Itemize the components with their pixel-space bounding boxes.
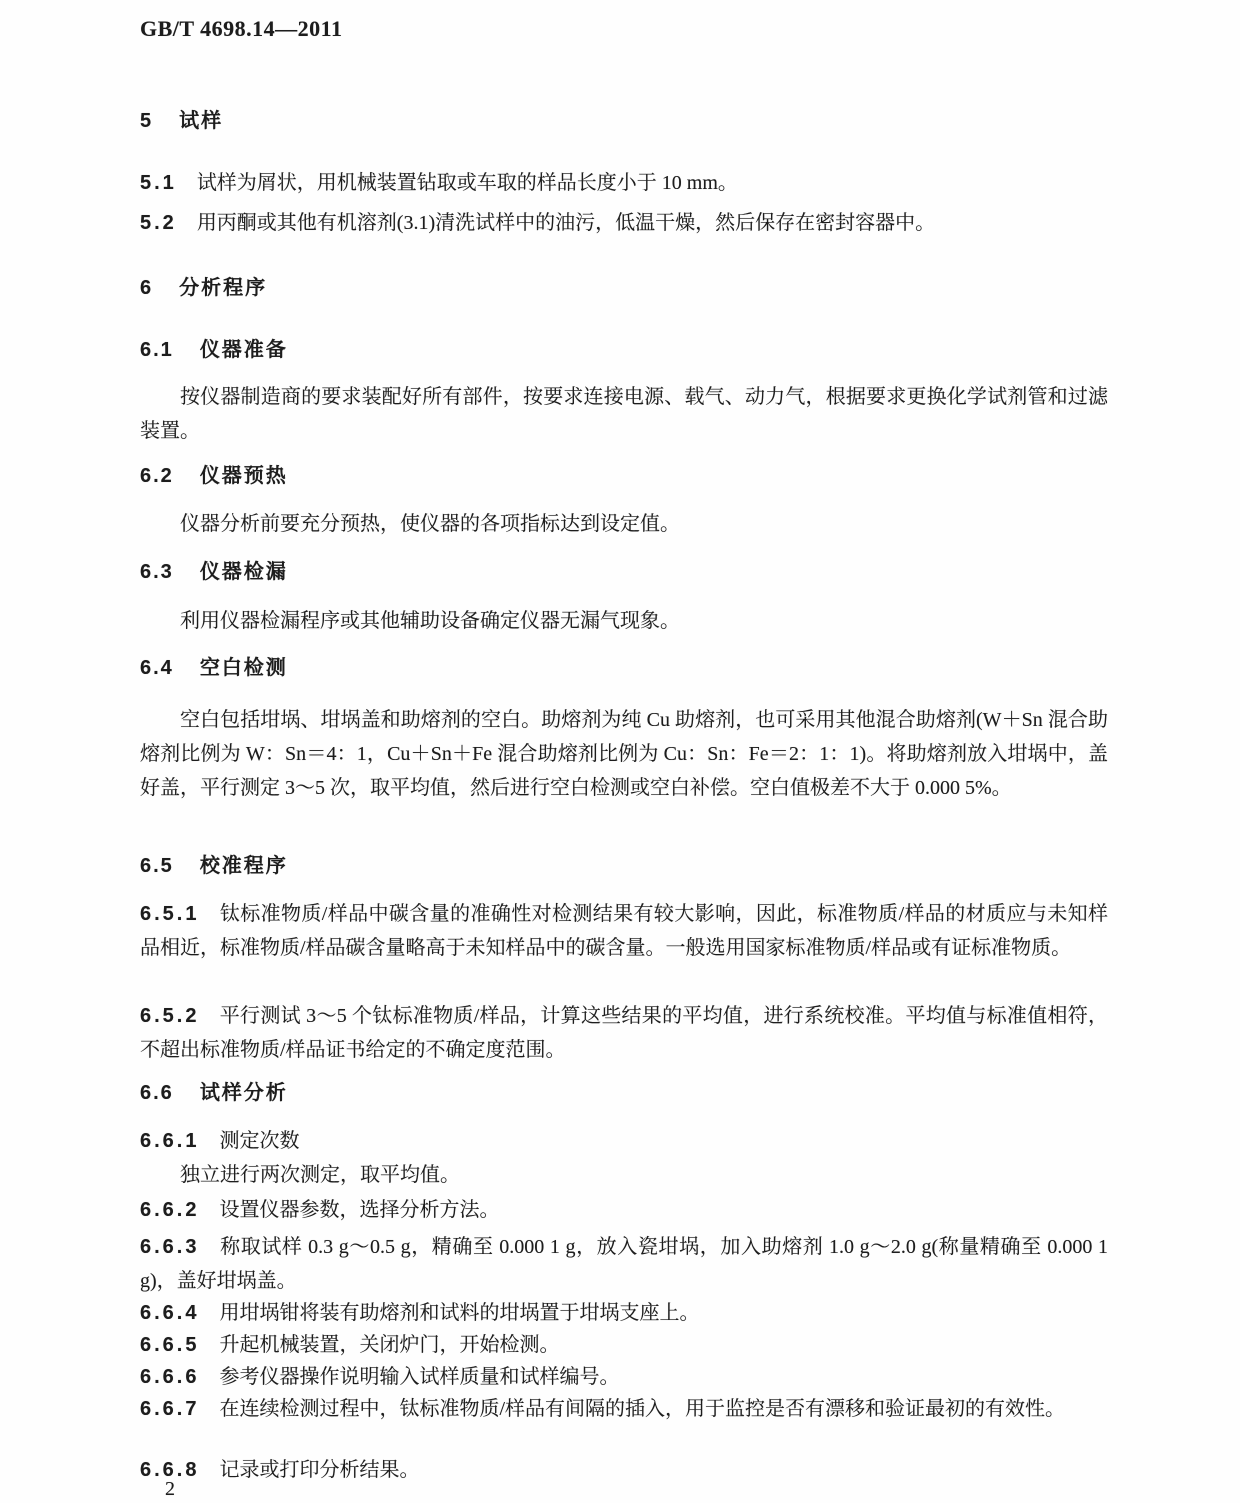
section-title: 仪器准备 <box>199 339 288 361</box>
clause-6-5-1 <box>140 897 1108 965</box>
section-number: 6.4 <box>140 657 174 679</box>
clause-number: 6.6.1 <box>140 1130 200 1152</box>
paragraph-6-4 <box>140 703 1108 805</box>
section-number: 6 <box>140 277 154 299</box>
clause-5-2 <box>140 206 1108 240</box>
clause-text: 用丙酮或其他有机溶剂(3.1)清洗试样中的油污，低温干燥，然后保存在密封容器中。 <box>196 212 936 234</box>
clause-6-5-2 <box>140 999 1108 1067</box>
section-number: 6.1 <box>140 339 174 361</box>
section-6-3-heading <box>140 555 1108 589</box>
standard-number: GB/T 4698.14—2011 <box>140 16 343 41</box>
clause-6-6-2 <box>140 1193 1108 1227</box>
clause-6-6-6 <box>140 1360 1108 1394</box>
clause-6-6-7 <box>140 1392 1108 1426</box>
section-6-4-heading <box>140 651 1108 685</box>
clause-text: 在连续检测过程中，钛标准物质/样品有间隔的插入，用于监控是否有漂移和验证最初的有效性。 <box>219 1398 1066 1420</box>
paragraph-6-3 <box>140 604 1108 638</box>
clause-text: 参考仪器操作说明输入试样质量和试样编号。 <box>219 1366 620 1388</box>
section-title: 校准程序 <box>199 855 288 877</box>
clause-number: 6.6.8 <box>140 1459 200 1481</box>
section-6-2-heading <box>140 459 1108 493</box>
section-number: 6.6 <box>140 1082 174 1104</box>
section-6-6-heading <box>140 1076 1108 1110</box>
section-number: 6.5 <box>140 855 174 877</box>
clause-text: 用坩埚钳将装有助熔剂和试料的坩埚置于坩埚支座上。 <box>219 1302 700 1324</box>
clause-number: 5.1 <box>140 172 177 194</box>
paragraph-text: 仪器分析前要充分预热，使仪器的各项指标达到设定值。 <box>180 513 680 535</box>
paragraph-6-6-1 <box>140 1158 1108 1192</box>
section-6-heading <box>140 271 1108 305</box>
clause-text: 钛标准物质/样品中碳含量的准确性对检测结果有较大影响，因此，标准物质/样品的材质应与未知样品相近，标准物质/样品碳含量略高于未知样品中的碳含量。一般选用国家标准物质/样品或有证标准物质。 <box>140 903 1108 959</box>
clause-number: 6.6.7 <box>140 1398 200 1420</box>
clause-6-6-1 <box>140 1124 1108 1158</box>
paragraph-text: 空白包括坩埚、坩埚盖和助熔剂的空白。助熔剂为纯 Cu 助熔剂，也可采用其他混合助熔剂(W＋Sn 混合助熔剂比例为 W：Sn＝4：1，Cu＋Sn＋Fe 混合助熔剂比例为 Cu：Sn：Fe＝2：1：1)。将助熔剂放入坩埚中，盖好盖，平行测定 3～5 次，取平均值，然后进行空白检测或空白补偿。空白值极差不大于 0.000 5%。 <box>140 709 1108 799</box>
clause-6-6-4 <box>140 1296 1108 1330</box>
clause-6-6-5 <box>140 1328 1108 1362</box>
clause-number: 5.2 <box>140 212 177 234</box>
clause-text: 平行测试 3～5 个钛标准物质/样品，计算这些结果的平均值，进行系统校准。平均值与标准值相符，不超出标准物质/样品证书给定的不确定度范围。 <box>140 1005 1108 1061</box>
clause-6-6-3 <box>140 1230 1108 1298</box>
section-title: 试样 <box>179 110 224 132</box>
clause-number: 6.6.3 <box>140 1236 200 1258</box>
paragraph-text: 独立进行两次测定，取平均值。 <box>180 1164 460 1186</box>
clause-text: 测定次数 <box>219 1130 300 1152</box>
clause-text: 升起机械装置，关闭炉门，开始检测。 <box>219 1334 560 1356</box>
section-title: 分析程序 <box>179 277 268 299</box>
clause-number: 6.6.6 <box>140 1366 200 1388</box>
clause-number: 6.5.2 <box>140 1005 200 1027</box>
clause-number: 6.5.1 <box>140 903 200 925</box>
document-header <box>140 12 342 46</box>
clause-text: 设置仪器参数，选择分析方法。 <box>219 1199 500 1221</box>
paragraph-text: 利用仪器检漏程序或其他辅助设备确定仪器无漏气现象。 <box>180 610 680 632</box>
clause-5-1 <box>140 166 1108 200</box>
clause-6-6-8 <box>140 1453 1108 1487</box>
paragraph-6-2 <box>140 507 1108 541</box>
section-6-5-heading <box>140 849 1108 883</box>
paragraph-text: 按仪器制造商的要求装配好所有部件，按要求连接电源、载气、动力气，根据要求更换化学试剂管和过滤装置。 <box>140 386 1108 442</box>
section-title: 仪器预热 <box>199 465 288 487</box>
clause-number: 6.6.5 <box>140 1334 200 1356</box>
clause-text: 称取试样 0.3 g～0.5 g，精确至 0.000 1 g，放入瓷坩埚，加入助熔剂 1.0 g～2.0 g(称量精确至 0.000 1 g)，盖好坩埚盖。 <box>140 1236 1108 1292</box>
section-title: 试样分析 <box>199 1082 288 1104</box>
section-5-heading <box>140 104 1108 138</box>
page-number <box>165 1472 175 1506</box>
clause-text: 记录或打印分析结果。 <box>219 1459 420 1481</box>
page-number-value: 2 <box>165 1478 175 1500</box>
clause-text: 试样为屑状，用机械装置钻取或车取的样品长度小于 10 mm。 <box>196 172 738 194</box>
clause-number: 6.6.4 <box>140 1302 200 1324</box>
section-number: 6.2 <box>140 465 174 487</box>
section-number: 6.3 <box>140 561 174 583</box>
section-title: 仪器检漏 <box>199 561 288 583</box>
section-number: 5 <box>140 110 154 132</box>
clause-number: 6.6.2 <box>140 1199 200 1221</box>
section-title: 空白检测 <box>199 657 288 679</box>
paragraph-6-1 <box>140 380 1108 448</box>
section-6-1-heading <box>140 333 1108 367</box>
